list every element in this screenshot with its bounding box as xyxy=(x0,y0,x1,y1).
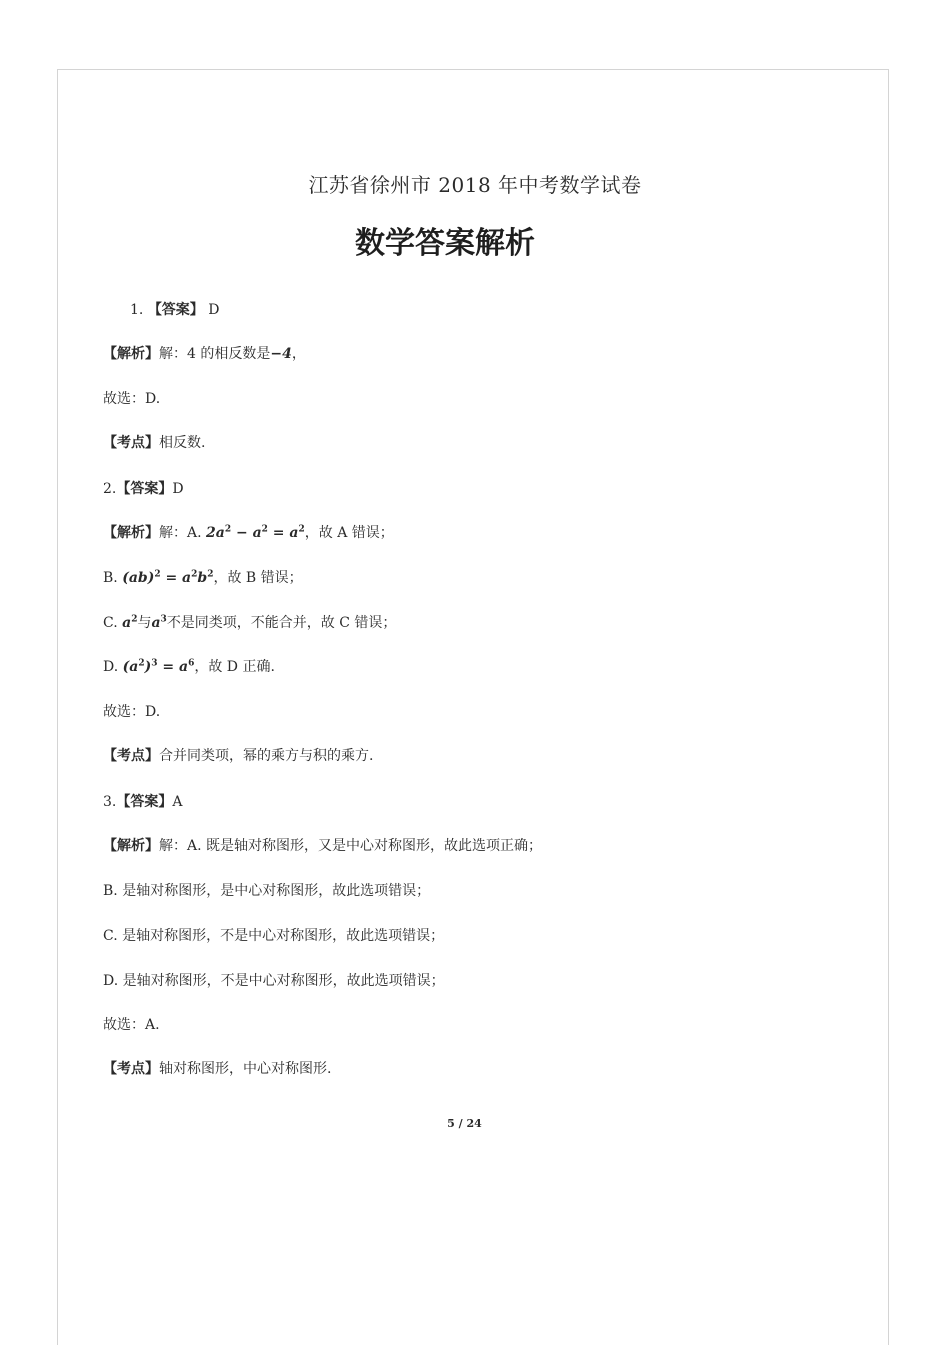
q3-answer-tag: 【答案】 xyxy=(116,794,173,810)
document-subtitle: 江苏省徐州市 2018 年中考数学试卷 xyxy=(308,173,642,197)
q1-point: 相反数. xyxy=(159,435,206,451)
q3-analysis-c-line: C. 是轴对称图形，不是中心对称图形，故此选项错误； xyxy=(103,928,445,944)
q1-analysis-tag: 【解析】 xyxy=(103,346,159,362)
q2-point: 合并同类项，幂的乘方与积的乘方. xyxy=(159,748,374,764)
q2-c-formula-1: $a^2$ xyxy=(122,614,138,631)
q1-analysis-text: 解：4 的相反数是 xyxy=(159,346,271,362)
q2-b-formula: $(ab)^2 = a^2b^2$ xyxy=(122,569,214,586)
q2-answer-tag: 【答案】 xyxy=(116,481,173,497)
q2-b-prefix: B. xyxy=(103,570,123,586)
q2-answer-line xyxy=(103,479,184,499)
q2-analysis-c-line xyxy=(103,613,396,633)
q2-b-suffix: ，故 B 错误； xyxy=(213,570,303,586)
q3-point-line xyxy=(103,1059,331,1079)
document-title: 数学答案解析 xyxy=(355,226,535,261)
q2-choice-line: 故选：D. xyxy=(103,704,161,720)
q2-d-suffix: ，故 D 正确. xyxy=(194,659,275,675)
q3-point-tag: 【考点】 xyxy=(103,1061,159,1077)
q3-a-line: 解：A. 既是轴对称图形，又是中心对称图形，故此选项正确； xyxy=(159,838,543,854)
q2-point-tag: 【考点】 xyxy=(103,748,159,764)
q1-analysis-end: ， xyxy=(291,346,306,362)
q2-d-prefix: D. xyxy=(103,659,123,675)
q2-c-formula-2: $a^3$ xyxy=(151,614,167,631)
q1-point-tag: 【考点】 xyxy=(103,435,159,451)
q1-analysis-value: −4 xyxy=(270,346,292,362)
q3-number: 3. xyxy=(103,794,117,810)
q1-point-line xyxy=(103,433,205,453)
q2-analysis-tag: 【解析】 xyxy=(103,525,159,541)
q3-analysis-d-line: D. 是轴对称图形，不是中心对称图形，故此选项错误； xyxy=(103,973,445,989)
q3-choice-line: 故选：A. xyxy=(103,1017,160,1033)
q2-analysis-b-line xyxy=(103,568,303,588)
q1-choice-line: 故选：D. xyxy=(103,391,161,407)
q1-answer-tag: 【答案】 xyxy=(147,302,204,318)
q2-point-line xyxy=(103,746,373,766)
q1-analysis-line xyxy=(103,344,306,364)
q2-analysis-d-line xyxy=(103,657,275,677)
q1-number: 1. xyxy=(130,302,144,318)
q1-answer-line xyxy=(130,300,220,320)
q2-a-prefix: 解：A. xyxy=(159,525,207,541)
q2-a-suffix: ，故 A 错误； xyxy=(304,525,394,541)
q2-d-formula: $(a^2)^3 = a^6$ xyxy=(122,658,195,675)
q1-answer: D xyxy=(208,302,220,318)
q2-c-mid: 与 xyxy=(137,615,152,631)
q2-number: 2. xyxy=(103,481,117,497)
q2-c-prefix: C. xyxy=(103,615,123,631)
q3-analysis-tag: 【解析】 xyxy=(103,838,159,854)
q3-analysis-a-line xyxy=(103,836,542,856)
q3-answer: A xyxy=(172,794,183,810)
q3-analysis-b-line: B. 是轴对称图形，是中心对称图形，故此选项错误； xyxy=(103,883,431,899)
q3-point: 轴对称图形，中心对称图形. xyxy=(159,1061,332,1077)
q2-c-suffix: 不是同类项，不能合并，故 C 错误； xyxy=(166,615,397,631)
q2-analysis-a-line xyxy=(103,523,394,543)
q3-answer-line xyxy=(103,792,182,812)
q2-answer: D xyxy=(172,481,184,497)
q2-a-formula: $2a^2 - a^2 = a^2$ xyxy=(206,524,305,541)
page-number: 5 / 24 xyxy=(447,1117,482,1130)
